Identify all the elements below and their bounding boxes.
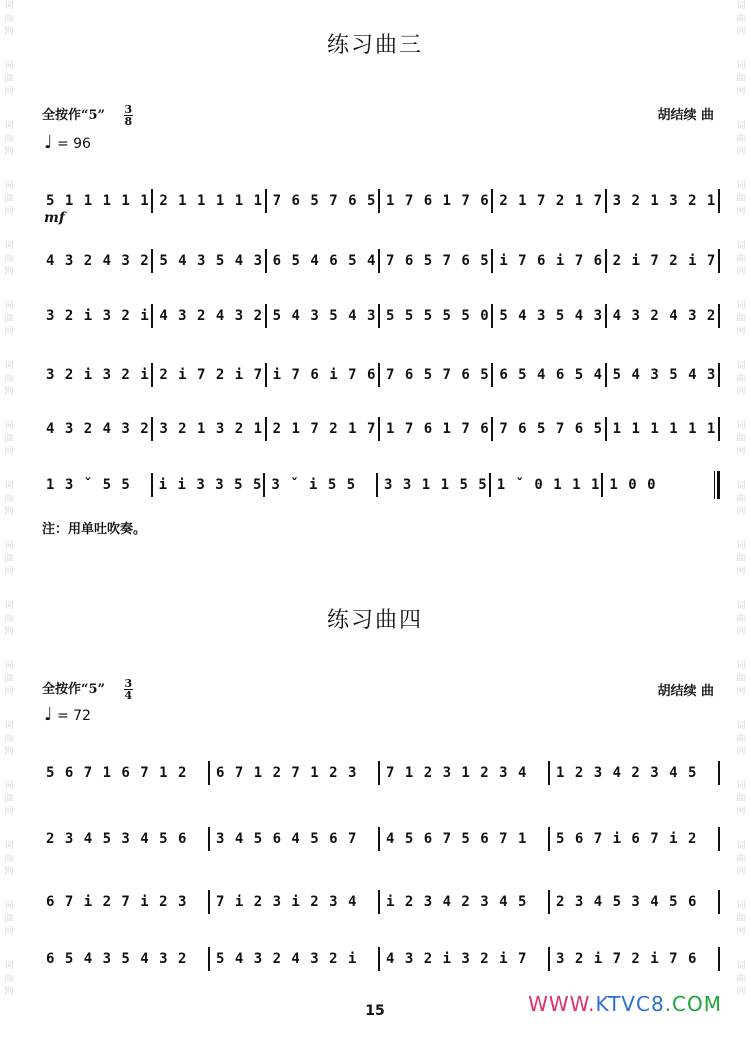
watermark-char: 网 xyxy=(4,387,14,397)
watermark-char: 词 xyxy=(4,361,14,371)
measure-notes: i 7 6 i 7 6 xyxy=(499,253,604,269)
watermark-char: 网 xyxy=(736,147,746,157)
measure-notes: 7 1 2 3 1 2 3 4 xyxy=(386,765,528,781)
measure xyxy=(607,367,718,383)
measure xyxy=(210,765,378,781)
measure-notes: 6 5 4 6 5 4 xyxy=(499,367,604,383)
bar-line xyxy=(718,761,720,785)
watermark-char: 曲 xyxy=(4,554,14,564)
watermark-char: 网 xyxy=(736,987,746,997)
watermark-char: 网 xyxy=(4,687,14,697)
measure xyxy=(40,421,151,437)
watermark-char: 词 xyxy=(4,121,14,131)
watermark-char: 词 xyxy=(736,121,746,131)
measure xyxy=(267,253,378,269)
watermark-char: 词 xyxy=(736,601,746,611)
measure-notes: 2 i 7 2 i 7 xyxy=(612,253,717,269)
measure-notes: 4 5 6 7 5 6 7 1 xyxy=(386,831,528,847)
watermark-char: 曲 xyxy=(4,254,14,264)
watermark-char: 曲 xyxy=(4,794,14,804)
measure-notes: 7 6 5 7 6 5 xyxy=(499,421,604,437)
watermark-char: 曲 xyxy=(4,854,14,864)
measure-notes: 3 2 i 7 2 i 7 6 xyxy=(556,951,698,967)
watermark-char: 曲 xyxy=(4,974,14,984)
measure xyxy=(40,367,151,383)
measure xyxy=(550,894,718,910)
measure-notes: 3 2 1 3 2 1 xyxy=(159,421,264,437)
watermark-char: 网 xyxy=(4,27,14,37)
measure xyxy=(153,253,264,269)
watermark-char: 网 xyxy=(4,87,14,97)
watermark-char: 曲 xyxy=(736,14,746,24)
piece4-time-signature xyxy=(124,678,134,701)
piece3-tempo-value: = 96 xyxy=(56,136,91,152)
watermark-char: 词 xyxy=(736,721,746,731)
watermark-char: 词 xyxy=(4,421,14,431)
watermark-char: 词 xyxy=(4,781,14,791)
measure xyxy=(550,951,718,967)
watermark-char: 曲 xyxy=(736,74,746,84)
piece4-tempo-value: = 72 xyxy=(56,708,91,724)
measure-notes: 2 3 4 5 3 4 5 6 xyxy=(556,894,698,910)
watermark-char: 词 xyxy=(736,181,746,191)
piece3-footnote: 注：用单吐吹奏。 xyxy=(42,522,147,537)
measure-notes: i 2 3 4 2 3 4 5 xyxy=(386,894,528,910)
measure xyxy=(493,193,604,209)
bar-line xyxy=(718,417,720,441)
watermark-char: 网 xyxy=(4,627,14,637)
piece3-row xyxy=(40,362,720,388)
measure-notes: 5 4 3 2 4 3 2 i xyxy=(216,951,358,967)
watermark-char: 曲 xyxy=(736,854,746,864)
watermark-char: 曲 xyxy=(4,914,14,924)
measure-notes: 1 0 0 xyxy=(609,477,657,493)
measure-notes: 5 5 5 5 5 0 xyxy=(385,308,490,324)
page-number: 15 xyxy=(365,1003,385,1019)
measure-notes: 7 6 5 7 6 5 xyxy=(385,253,490,269)
watermark-char: 词 xyxy=(4,541,14,551)
watermark-char: 网 xyxy=(4,747,14,757)
watermark-char: 曲 xyxy=(736,434,746,444)
measure-notes: 1 ˇ 0 1 1 1 xyxy=(496,477,601,493)
piece3-composer: 胡结续 曲 xyxy=(657,108,714,123)
watermark-char: 词 xyxy=(4,1,14,11)
bar-line xyxy=(718,189,720,213)
watermark-char: 词 xyxy=(736,1,746,11)
piece4-fingering-text: 全按作“5” xyxy=(42,682,106,697)
measure xyxy=(153,421,264,437)
watermark-left xyxy=(2,0,16,1044)
measure-notes: 4 3 2 4 3 2 xyxy=(46,253,150,269)
watermark-char: 曲 xyxy=(4,374,14,384)
watermark-char: 网 xyxy=(736,627,746,637)
measure-notes: 2 1 1 1 1 1 xyxy=(159,193,264,209)
watermark-char: 网 xyxy=(736,747,746,757)
measure-notes: 2 i 7 2 i 7 xyxy=(159,367,264,383)
measure xyxy=(267,193,378,209)
quarter-note-icon: ♩ xyxy=(44,704,53,725)
measure xyxy=(607,193,718,209)
measure-notes: i i 3 3 5 5 xyxy=(158,477,263,493)
watermark-char: 曲 xyxy=(4,674,14,684)
piece3-row xyxy=(40,188,720,214)
watermark-char: 网 xyxy=(736,807,746,817)
watermark-char: 网 xyxy=(736,687,746,697)
piece4-row xyxy=(40,889,720,915)
measure-notes: 1 7 6 1 7 6 xyxy=(385,421,490,437)
piece4-fingering xyxy=(42,678,133,701)
watermark-char: 词 xyxy=(4,481,14,491)
watermark-char: 曲 xyxy=(736,254,746,264)
piece4-tempo xyxy=(44,704,91,725)
piece3-fingering xyxy=(42,104,133,127)
measure-notes: 4 3 2 4 3 2 xyxy=(46,421,150,437)
watermark-char: 网 xyxy=(4,807,14,817)
piece3-tempo xyxy=(44,132,91,153)
measure xyxy=(380,831,548,847)
watermark-char: 网 xyxy=(736,207,746,217)
watermark-char: 曲 xyxy=(4,314,14,324)
watermark-char: 曲 xyxy=(4,434,14,444)
watermark-char: 曲 xyxy=(736,194,746,204)
watermark-char: 词 xyxy=(736,781,746,791)
measure xyxy=(210,951,378,967)
measure xyxy=(380,367,491,383)
measure xyxy=(40,308,151,324)
watermark-char: 曲 xyxy=(736,614,746,624)
measure-notes: 2 1 7 2 1 7 xyxy=(499,193,604,209)
measure-notes: 5 4 3 5 4 3 xyxy=(499,308,604,324)
watermark-char: 曲 xyxy=(736,914,746,924)
watermark-char: 词 xyxy=(4,901,14,911)
watermark-char: 词 xyxy=(4,721,14,731)
measure xyxy=(265,477,376,493)
watermark-char: 词 xyxy=(736,481,746,491)
watermark-char: 网 xyxy=(736,87,746,97)
watermark-char: 曲 xyxy=(4,614,14,624)
watermark-char: 曲 xyxy=(736,494,746,504)
watermark-char: 曲 xyxy=(4,494,14,504)
site-url-part3: .COM xyxy=(664,992,722,1016)
piece3-time-den: 8 xyxy=(124,115,133,128)
watermark-char: 网 xyxy=(4,927,14,937)
measure xyxy=(493,253,604,269)
watermark-char: 词 xyxy=(736,661,746,671)
measure xyxy=(493,308,604,324)
measure xyxy=(267,421,378,437)
watermark-char: 曲 xyxy=(4,194,14,204)
watermark-char: 网 xyxy=(4,327,14,337)
measure-notes: 4 3 2 i 3 2 i 7 xyxy=(386,951,528,967)
measure-notes: 5 4 3 5 4 3 xyxy=(159,253,264,269)
measure-notes: 6 5 4 3 5 4 3 2 xyxy=(46,951,188,967)
measure xyxy=(40,951,208,967)
bar-line xyxy=(718,363,720,387)
measure xyxy=(267,367,378,383)
measure-notes: 5 4 3 5 4 3 xyxy=(612,367,717,383)
measure-notes: 7 6 5 7 6 5 xyxy=(385,367,490,383)
watermark-char: 网 xyxy=(736,387,746,397)
piece4-row xyxy=(40,760,720,786)
bar-line xyxy=(714,471,720,499)
bar-line xyxy=(718,827,720,851)
watermark-char: 曲 xyxy=(4,734,14,744)
measure-notes: 3 3 1 1 5 5 xyxy=(384,477,488,493)
measure-notes: 5 1 1 1 1 1 xyxy=(46,193,150,209)
watermark-char: 词 xyxy=(736,961,746,971)
measure xyxy=(493,367,604,383)
measure xyxy=(603,477,714,493)
measure-notes: 1 7 6 1 7 6 xyxy=(385,193,490,209)
watermark-right xyxy=(734,0,748,1044)
measure xyxy=(380,951,548,967)
watermark-char: 网 xyxy=(736,447,746,457)
piece3-row xyxy=(40,248,720,274)
piece4-row xyxy=(40,826,720,852)
watermark-char: 网 xyxy=(4,447,14,457)
watermark-char: 网 xyxy=(4,147,14,157)
piece3-title: 练习曲三 xyxy=(326,33,423,58)
watermark-char: 词 xyxy=(4,661,14,671)
watermark-char: 曲 xyxy=(736,134,746,144)
piece3-fingering-text: 全按作“5” xyxy=(42,108,106,123)
watermark-char: 词 xyxy=(736,361,746,371)
watermark-char: 曲 xyxy=(736,674,746,684)
measure xyxy=(380,308,491,324)
watermark-char: 网 xyxy=(736,567,746,577)
piece4-time-num: 3 xyxy=(124,677,133,690)
piece3-row xyxy=(40,472,720,498)
watermark-char: 曲 xyxy=(736,314,746,324)
watermark-char: 网 xyxy=(736,27,746,37)
watermark-char: 词 xyxy=(4,841,14,851)
measure xyxy=(380,193,491,209)
measure-notes: 4 3 2 4 3 2 xyxy=(612,308,717,324)
measure-notes: 3 2 i 3 2 i xyxy=(46,367,150,383)
site-url-part1: WWW. xyxy=(528,992,596,1016)
measure xyxy=(607,308,718,324)
watermark-char: 曲 xyxy=(4,74,14,84)
measure-notes: 7 i 2 3 i 2 3 4 xyxy=(216,894,358,910)
measure xyxy=(380,765,548,781)
measure xyxy=(550,765,718,781)
measure xyxy=(40,253,151,269)
measure-notes: 5 6 7 i 6 7 i 2 xyxy=(556,831,698,847)
measure-notes: 5 6 7 1 6 7 1 2 xyxy=(46,765,188,781)
measure-notes: 1 3 ˇ 5 5 xyxy=(46,477,131,493)
measure xyxy=(40,477,151,493)
watermark-char: 词 xyxy=(736,421,746,431)
watermark-char: 词 xyxy=(4,961,14,971)
watermark-char: 曲 xyxy=(736,974,746,984)
measure xyxy=(40,894,208,910)
watermark-char: 词 xyxy=(736,241,746,251)
measure-notes: 5 4 3 5 4 3 xyxy=(272,308,377,324)
piece3-row xyxy=(40,416,720,442)
measure xyxy=(380,894,548,910)
measure-notes: 3 2 1 3 2 1 xyxy=(612,193,717,209)
watermark-char: 词 xyxy=(736,541,746,551)
site-url xyxy=(528,992,722,1016)
measure xyxy=(153,308,264,324)
measure xyxy=(40,831,208,847)
measure-notes: 2 3 4 5 3 4 5 6 xyxy=(46,831,188,847)
piece4-title: 练习曲四 xyxy=(326,608,423,633)
watermark-char: 曲 xyxy=(736,374,746,384)
watermark-char: 词 xyxy=(4,181,14,191)
watermark-char: 词 xyxy=(736,61,746,71)
watermark-char: 网 xyxy=(736,267,746,277)
measure xyxy=(378,477,489,493)
quarter-note-icon: ♩ xyxy=(44,132,53,153)
piece3-row xyxy=(40,303,720,329)
watermark-char: 网 xyxy=(4,267,14,277)
measure xyxy=(607,253,718,269)
measure xyxy=(40,193,151,209)
measure xyxy=(153,367,264,383)
piece4-composer: 胡结续 曲 xyxy=(657,684,714,699)
measure xyxy=(380,421,491,437)
measure-notes: 2 1 7 2 1 7 xyxy=(272,421,377,437)
measure xyxy=(267,308,378,324)
watermark-char: 曲 xyxy=(4,14,14,24)
watermark-char: 词 xyxy=(4,241,14,251)
watermark-char: 网 xyxy=(736,927,746,937)
watermark-char: 曲 xyxy=(736,554,746,564)
measure xyxy=(153,193,264,209)
measure-notes: i 7 6 i 7 6 xyxy=(272,367,377,383)
watermark-char: 词 xyxy=(736,901,746,911)
measure xyxy=(210,894,378,910)
watermark-char: 词 xyxy=(4,601,14,611)
watermark-char: 网 xyxy=(736,327,746,337)
measure xyxy=(491,477,602,493)
watermark-char: 网 xyxy=(4,567,14,577)
measure xyxy=(493,421,604,437)
piece3-time-signature xyxy=(124,104,134,127)
measure-notes: 3 ˇ i 5 5 xyxy=(271,477,357,493)
measure xyxy=(380,253,491,269)
watermark-char: 网 xyxy=(4,867,14,877)
watermark-char: 词 xyxy=(4,301,14,311)
piece3-dynamic: mf xyxy=(44,210,65,226)
measure-notes: 1 1 1 1 1 1 xyxy=(612,421,717,437)
watermark-char: 网 xyxy=(4,507,14,517)
watermark-char: 词 xyxy=(736,841,746,851)
watermark-char: 曲 xyxy=(736,734,746,744)
watermark-char: 曲 xyxy=(736,794,746,804)
measure xyxy=(607,421,718,437)
measure xyxy=(153,477,264,493)
bar-line xyxy=(718,947,720,971)
measure-notes: 1 2 3 4 2 3 4 5 xyxy=(556,765,698,781)
measure-notes: 3 2 i 3 2 i xyxy=(46,308,150,324)
watermark-char: 词 xyxy=(736,301,746,311)
measure xyxy=(210,831,378,847)
watermark-char: 词 xyxy=(4,61,14,71)
piece4-row xyxy=(40,946,720,972)
measure-notes: 7 6 5 7 6 5 xyxy=(272,193,377,209)
bar-line xyxy=(718,249,720,273)
measure-notes: 6 5 4 6 5 4 xyxy=(272,253,377,269)
piece4-time-den: 4 xyxy=(124,689,133,702)
watermark-char: 网 xyxy=(4,207,14,217)
watermark-char: 网 xyxy=(736,507,746,517)
watermark-char: 网 xyxy=(4,987,14,997)
bar-line xyxy=(718,304,720,328)
watermark-char: 网 xyxy=(736,867,746,877)
measure-notes: 3 4 5 6 4 5 6 7 xyxy=(216,831,358,847)
bar-line xyxy=(718,890,720,914)
measure-notes: 4 3 2 4 3 2 xyxy=(159,308,264,324)
measure-notes: 6 7 1 2 7 1 2 3 xyxy=(216,765,358,781)
site-url-part2: KTVC8 xyxy=(595,992,665,1016)
measure xyxy=(40,765,208,781)
watermark-char: 曲 xyxy=(4,134,14,144)
measure-notes: 6 7 i 2 7 i 2 3 xyxy=(46,894,188,910)
measure xyxy=(550,831,718,847)
piece3-time-num: 3 xyxy=(124,103,133,116)
